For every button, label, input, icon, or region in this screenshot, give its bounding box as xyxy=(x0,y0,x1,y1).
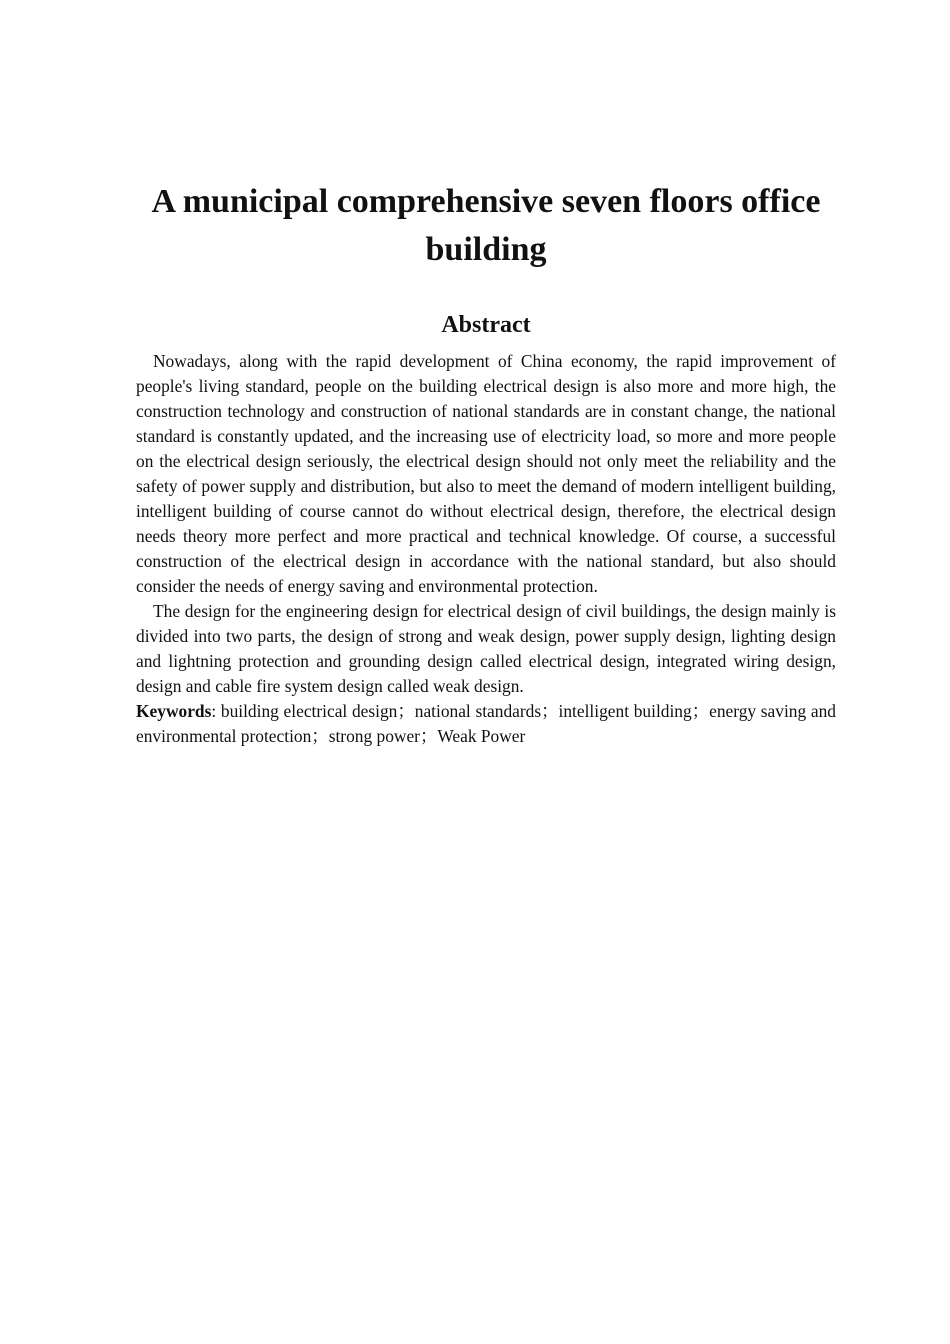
keywords-line xyxy=(136,699,836,749)
abstract-paragraph-1: Nowadays, along with the rapid development of China economy, the rapid improvement of people's living standard, people on the building electrical design is also more and more high, the construction technology and construction of national standards are in constant change, the national standard is constantly updated, and the increasing use of electricity load, so more and more people on the electrical design seriously, the electrical design should not only meet the reliability and the safety of power supply and distribution, but also to meet the demand of modern intelligent building, intelligent building of course cannot do without electrical design, therefore, the electrical design needs theory more perfect and more practical and technical knowledge. Of course, a successful construction of the electrical design in accordance with the national standard, but also should consider the needs of energy saving and environmental protection. xyxy=(136,351,836,596)
keywords-list: : building electrical design；national standards；intelligent building；energy saving and environmental protection；strong power；Weak Power xyxy=(136,701,836,746)
page-title: A municipal comprehensive seven floors office building xyxy=(151,183,821,268)
abstract-paragraph-2: The design for the engineering design for electrical design of civil buildings, the design mainly is divided into two parts, the design of strong and weak design, power supply design, lighting design and lightning protection and grounding design called electrical design, integrated wiring design, design and cable fire system design called weak design. xyxy=(136,601,836,696)
keywords-label: Keywords xyxy=(136,701,212,721)
abstract-heading: Abstract xyxy=(441,312,531,338)
abstract-body xyxy=(136,349,836,749)
